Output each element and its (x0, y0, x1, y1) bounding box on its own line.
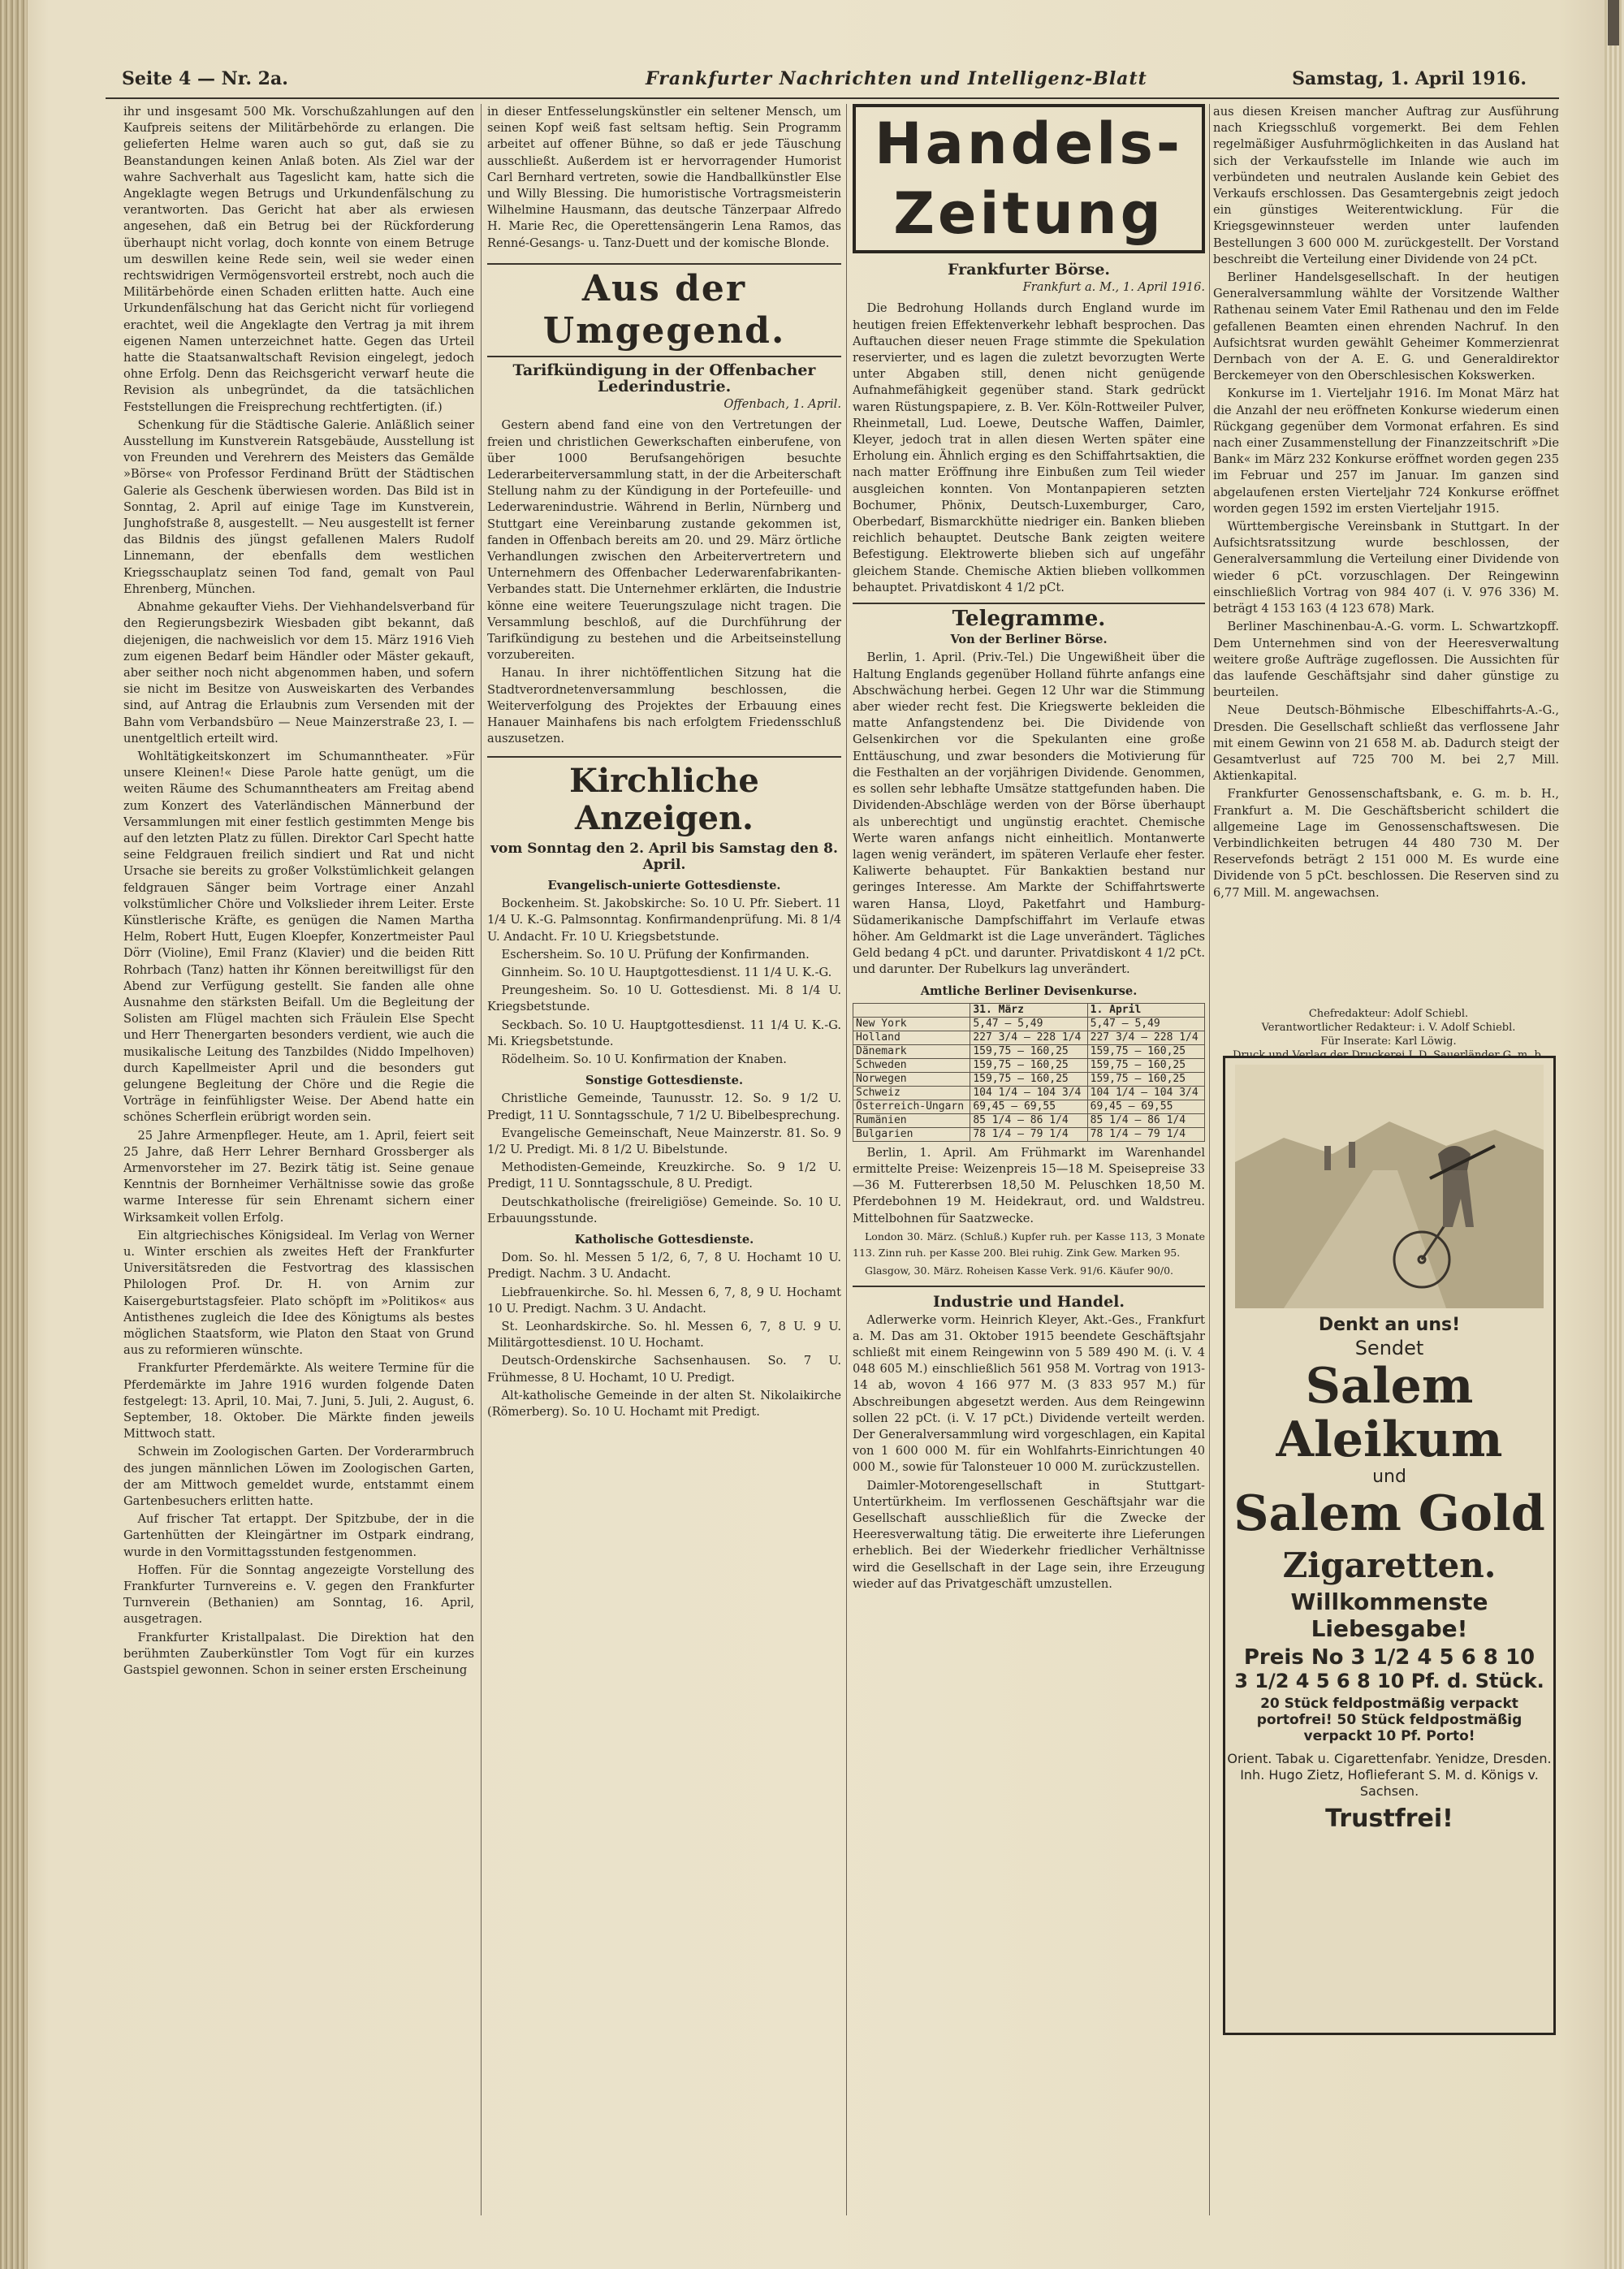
divider (853, 1286, 1205, 1287)
page-edge (1605, 0, 1624, 2269)
rate-cell: 85 1/4 — 86 1/4 (1087, 1113, 1204, 1127)
article-paragraph: Daimler-Motorengesellschaft in Stuttgart-Untertürkheim. Im verflossenen Geschäftsjahr war die Gesellschaft ausschließlich für die Zwecke der Heeresverwaltung tätig. Die erweiterte ihre Lieferungen erheblich. Bei der Wiederkehr friedlicher Verhältnisse wird die Gesellschaft in der Lage sein, ihre Erzeugung wieder auf das Privatgeschäft umzustellen. (853, 1478, 1205, 1591)
table-row (853, 1031, 1205, 1044)
rate-cell: 159,75 — 160,25 (1087, 1058, 1204, 1072)
article-paragraph: London 30. März. (Schluß.) Kupfer ruh. per Kasse 113, 3 Monate 113. Zinn ruh. per Kasse 200. Blei ruhig. Zink Gew. Marken 95. (853, 1230, 1205, 1259)
column-handel (853, 104, 1205, 2215)
section-heading-umgegend: Aus der Umgegend. (487, 263, 841, 357)
ad-tagline: Denkt an uns! (1318, 1315, 1461, 1335)
issue-date: Samstag, 1. April 1916. (1292, 68, 1527, 89)
currency-cell: Bulgarien (853, 1127, 970, 1141)
rate-cell: 159,75 — 160,25 (970, 1072, 1087, 1086)
listing-entry: Liebfrauenkirche. So. hl. Messen 6, 7, 8, 9 U. Hochamt 10 U. Predigt. Nachm. 3 U. Andacht. (487, 1285, 841, 1316)
currency-cell: Norwegen (853, 1072, 970, 1086)
rate-cell: 5,47 — 5,49 (970, 1017, 1087, 1031)
handels-zeitung-banner: Handels-Zeitung (853, 104, 1205, 253)
article-paragraph: Auf frischer Tat ertappt. Der Spitzbube, der in die Gartenhütten der Kleingärtner im Ostpark eindrang, wurde in den Vormittagsstunden festgenommen. (123, 1512, 474, 1559)
rate-cell: 69,45 — 69,55 (1087, 1100, 1204, 1113)
ad-manufacturer: Orient. Tabak u. Cigarettenfabr. Yenidze, Dresden. Inh. Hugo Zietz, Hoflieferant S. M. d. Königs v. Sachsen. (1227, 1751, 1552, 1799)
rate-cell: 5,47 — 5,49 (1087, 1017, 1204, 1031)
ad-and: und (1372, 1467, 1406, 1487)
article-paragraph: Berliner Handelsgesellschaft. In der heutigen Generalversammlung wählte der Vorsitzende Walther Rathenau seinem Vater Emil Rathenau und den im Felde gefallenen Beamten einen ehrenden Nachruf. In den Aufsichtsrat wurden gewählt Geheimer Kommerzienrat Dernbach von der A. E. G. und Generaldirektor Berckemeyer von den Oberschlesischen Kokswerken. (1213, 270, 1559, 383)
listing-entry: Deutsch-Ordenskirche Sachsenhausen. So. 7 U. Frühmesse, 8 U. Hochamt, 10 U. Predigt. (487, 1354, 841, 1385)
binding-edge (0, 0, 28, 2269)
currency-cell: Dänemark (853, 1044, 970, 1058)
rate-cell: 104 1/4 — 104 3/4 (970, 1086, 1087, 1100)
article-paragraph: in dieser Entfesselungskünstler ein seltener Mensch, um seinen Kopf weiß fast seltsam heftig. Sein Programm arbeitet auf offener Bühne, so daß er jede Täuschung ausschließt. Außerdem ist er hervorragender Humorist Carl Bernhard vertreten, sowie die Handballkünstler Else und Willy Blessing. Die humoristische Vortragsmeisterin Wilhelmine Hausmann, das deutsche Tänzerpaar Alfredo H. Marie Rec, die Operettensängerin Lena Ramos, das Renné-Gesangs- u. Tanz-Duett und der komische Blonde. (487, 105, 841, 250)
column-rule (1209, 104, 1210, 2215)
article-paragraph: Glasgow, 30. März. Roheisen Kasse Verk. 91/6. Käufer 90/0. (865, 1264, 1174, 1277)
rate-cell: 104 1/4 — 104 3/4 (1087, 1086, 1204, 1100)
ad-product: Zigaretten. (1282, 1545, 1497, 1585)
listing-entry: Methodisten-Gemeinde, Kreuzkirche. So. 9 1/2 U. Predigt, 11 U. Sonntagsschule, 8 U. Predigt. (487, 1160, 841, 1191)
rate-cell: 78 1/4 — 79 1/4 (1087, 1127, 1204, 1141)
table-header (853, 1003, 970, 1017)
article-paragraph: Adlerwerke vorm. Heinrich Kleyer, Akt.-Ges., Frankfurt a. M. Das am 31. Oktober 1915 beendete Geschäftsjahr schließt mit einem Reingewinn von 5 589 490 M. (i. V. 4 048 605 M.) einschließlich 561 958 M. Vortrag von 1913-14 ab, wovon 4 166 977 M. (3 833 957 M.) für Abschreibungen abgesetzt werden. Aus dem Reingewinn sollen 22 pCt. (i. V. 17 pCt.) Dividende verteilt werden. Der Generalversammlung wird vorgeschlagen, ein Kapital von 1 600 000 M. für ein Wohlfahrts-Einrichtungen 40 000 M., sowie für Talonsteuer 10 000 M. zurückzustellen. (853, 1312, 1205, 1475)
article-paragraph: Wohltätigkeitskonzert im Schumanntheater. »Für unsere Kleinen!« Diese Parole hatte genügt, um die weiten Räume des Schumanntheaters am Freitag abend zum Konzert des Vaterländischen Männerbund der Versammlungen mit einer festlich gestimmten Menge bis auf den letzten Platz zu füllen. Direktor Carl Specht hatte seine Feldgrauen freilich sindiert und Rat und nicht Ursache sie bereits zu großer Volkstümlichkeit gelangen feldgrauen Sänger beim Vortrage einer Anzahl volkstümlicher Chöre und Volkslieder ihrem Leiter. Erste Künstlerische Kräfte, es genügen die Namen Martha Helm, Robert Hutt, Eugen Kloepfer, Konzertmeister Paul Dörr (Violine), Emil Franz (Klavier) und die beiden Ritt Rohrbach (Tanz) hatten ihr Können bereitwilligst für den Abend zur Verfügung gestellt. Sie fanden alle ohne Ausnahme den stärksten Beifall. Um die Begleitung der Solisten am Flügel machten sich Fräulein Else Specht und Herr Thenergarten besonders verdient, wie auch die musikalische Leitung des Tanzbildes (Niddo Impelhoven) durch Kapellmeister April und die besonders gut gelungene Begleitung der Chöre und die Regie die Vorträge in feinfühligster Weise. Der Abend hatte ein schönes Scherflein erübrigt worden sein. (123, 749, 474, 1125)
page-header (106, 63, 1559, 99)
article-paragraph: Neue Deutsch-Böhmische Elbeschiffahrts-A.-G., Dresden. Die Gesellschaft schließt das verflossene Jahr mit einem Gewinn von 21 658 M. ab. Dadurch steigt der Gesamtverlust auf 725 700 M. bei 2,7 Mill. Aktienkapital. (1213, 703, 1559, 784)
article-paragraph: Konkurse im 1. Vierteljahr 1916. Im Monat März hat die Anzahl der neu eröffneten Konkurse wiederum einen Rückgang gegenüber dem Vormonat erfahren. Es sind nach einer Zusammenstellung der Finanzzeitschrift »Die Bank« im März 232 Konkurse eröffnet worden gegen 235 im Februar und 257 im Januar. Im ganzen sind abgelaufenen ersten Vierteljahr 724 Konkurse eröffnet worden gegen 1592 im ersten Vierteljahr 1915. (1213, 387, 1559, 516)
dateline: Frankfurt a. M., 1. April 1916. (1022, 280, 1205, 295)
imprint-line: Für Inserate: Karl Löwig. (1320, 1035, 1457, 1048)
article-paragraph: Berliner Maschinenbau-A.-G. vorm. L. Schwartzkopff. Dem Unternehmen sind von der Heeresverwaltung weitere große Aufträge zugeflossen. Die Aussichten für das laufende Geschäftsjahr sind daher günstige zu beurteilen. (1213, 620, 1559, 700)
article-paragraph: 25 Jahre Armenpfleger. Heute, am 1. April, feiert seit 25 Jahre, daß Herr Lehrer Bernhard Grossberger als Armenvorsteher im 27. Bezirk tätig ist. Seine genaue Kenntnis der Bornheimer Verhältnisse sowie das große warme Interesse für sein Ehrenamt sichern einer Wirksamkeit vollen Erfolg. (123, 1128, 474, 1225)
article-paragraph: aus diesen Kreisen mancher Auftrag zur Ausführung nach Kriegsschluß vorgemerkt. Bei dem Fehlen regelmäßiger Ausfuhrmöglichkeiten in das Ausland hat sich der Verkaufsstelle im Inlande wie auch im verbündeten und neutralen Auslande kein Gebiet des Verkaufs erschlossen. Das Gesamtergebnis zeigt jedoch ein günstiges Weiterentwicklung. Für die Kriegsgewinnsteuer werden unter laufenden Bestellungen 3 600 000 M. zurückgestellt. Der Vorstand beschreibt die Verteilung einer Dividende von 24 pCt. (1213, 105, 1559, 266)
listing-entry: Rödelheim. So. 10 U. Konfirmation der Knaben. (501, 1052, 787, 1066)
table-row (853, 1113, 1205, 1127)
rate-cell: 159,75 — 160,25 (970, 1058, 1087, 1072)
rate-cell: 227 3/4 — 228 1/4 (1087, 1031, 1204, 1044)
listing-entry: Seckbach. So. 10 U. Hauptgottesdienst. 11 1/4 U. K.-G. Mi. Kriegsbetstunde. (487, 1018, 841, 1048)
exchange-rate-table (853, 1003, 1205, 1142)
ad-brand-gold: Salem Gold (1233, 1485, 1545, 1542)
table-row (853, 1058, 1205, 1072)
table-row (853, 1044, 1205, 1058)
rate-cell: 78 1/4 — 79 1/4 (970, 1127, 1087, 1141)
article-paragraph: Schenkung für die Städtische Galerie. Anläßlich seiner Ausstellung im Kunstverein Ratsgebäude, Ausstellung ist von Freunden und Verehrern des Meisters das Gemälde »Börse« von Professor Ferdinand Brütt der Städtischen Galerie als Geschenk überwiesen worden. Das Bild ist in Sonntag, 2. April auf einige Tage im Kunstverein, Junghofstraße 8, ausgestellt. — Neu ausgestellt ist ferner das Bildnis des jüngst gefallenen Malers Rudolf Linnemann, der ebenfalls dem westlichen Kriegsschauplatz seinen Tod fand, gemalt von Paul Ehrenberg, München. (123, 417, 474, 596)
listing-entry: Eschersheim. So. 10 U. Prüfung der Konfirmanden. (501, 947, 810, 962)
rate-cell: 69,45 — 69,55 (970, 1100, 1087, 1113)
rate-cell: 159,75 — 160,25 (1087, 1072, 1204, 1086)
table-title: Amtliche Berliner Devisenkurse. (920, 983, 1138, 998)
listing-entry: St. Leonhardskirche. So. hl. Messen 6, 7, 8 U. 9 U. Militärgottesdienst. 10 U. Hochamt. (487, 1319, 841, 1351)
article-paragraph: Frankfurter Pferdemärkte. Als weitere Termine für die Pferdemärkte im Jahre 1916 wurden folgende Daten festgelegt: 13. April, 10. Mai, 7. Juni, 5. Juli, 2. August, 6. September, 18. Oktober. Die Märkte finden jeweils Mittwoch statt. (123, 1361, 474, 1441)
rate-cell: 85 1/4 — 86 1/4 (970, 1113, 1087, 1127)
ad-send: Sendet (1354, 1337, 1424, 1359)
article-paragraph: Gestern abend fand eine von den Vertretungen der freien und christlichen Gewerkschaften einberufene, von über 1000 Berufsangehörigen besuchte Lederarbeiterversammlung statt, in der die Arbeiterschaft Stellung nahm zu der Kündigung in der Portefeuille- und Lederwarenindustrie. Während in Berlin, Nürnberg und Stuttgart eine Vereinbarung zustande gekommen ist, fanden in Offenbach bereits am 20. und 29. März örtliche Verhandlungen zwischen den Arbeitervertretern und Unternehmern des Offenbacher Lederwarenfabrikanten-Verbandes statt. Die Unternehmer erklärten, die Industrie könne eine weitere Teuerungszulage nicht tragen. Die Versammlung beschloß, auf die Durchführung der Tarifkündigung zu bestehen und die Arbeitseinstellung vorzubereiten. (487, 418, 841, 663)
article-headline: Frankfurter Börse. (947, 261, 1111, 279)
table-row (853, 1086, 1205, 1100)
ad-prices-sub: 3 1/2 4 5 6 8 10 Pf. d. Stück. (1234, 1670, 1544, 1692)
ad-trustfrei: Trustfrei! (1325, 1804, 1453, 1833)
listing-entry: Preungesheim. So. 10 U. Gottesdienst. Mi. 8 1/4 U. Kriegsbetstunde. (487, 983, 841, 1014)
rate-cell: 227 3/4 — 228 1/4 (970, 1031, 1087, 1044)
ad-slogan: Willkommenste Liebesgabe! (1290, 1588, 1488, 1642)
section-heading-kirchliche: Kirchliche Anzeigen. (487, 756, 841, 837)
article-paragraph: Berlin, 1. April. (Priv.-Tel.) Die Ungewißheit über die Haltung Englands gegenüber Holland führte anfangs eine Abschwächung herbei. Gegen 12 Uhr war die Stimmung aber wieder recht fest. Die Kriegswerte bekleiden die matte Anfangstendenz bei. Die Dividende von Gelsenkirchen vor die Spekulanten eine große Enttäuschung, und zwar besonders die Motivierung für die Festhalten an der vorjährigen Dividende. Genommen, es sollen sehr lebhafte Umsätze stattgefunden haben. Die Dividenden-Abschläge werden von der Börse überhaupt als unberechtigt und ungünstig erachtet. Chemische Werte waren anfangs nicht einheitlich. Montanwerte lagen wenig verändert, im späteren Verlaufe eher fester. Kaliwerte behauptet. Für Bankaktien bestand nur geringes Interesse. Am Markte der Schiffahrtswerte waren Hansa, Lloyd, Paketfahrt und Hamburg-Südamerikanische Dampfschiffahrt im Verlaufe etwas höher. Am Geldmarkt ist die Lage unverändert. Tägliches Geld bedang 4 pCt. und darunter. Privatdiskont 4 1/2 pCt. und darunter. Der Rubelkurs lag unverändert. (853, 650, 1205, 977)
listing-entry: Ginnheim. So. 10 U. Hauptgottesdienst. 11 1/4 U. K.-G. (501, 965, 832, 979)
currency-cell: Rumänien (853, 1113, 970, 1127)
table-row (853, 1072, 1205, 1086)
page-tab (1608, 0, 1619, 45)
article-paragraph: Berlin, 1. April. Am Frühmarkt im Warenhandel ermittelte Preise: Weizenpreis 15—18 M. Speisepreise 33—36 M. Futtererbsen 18,50 M. Peluschken 18,50 M. Pferdebohnen 19 M. Heidekraut, ord. und Waldstreu. Mittelbohnen für Saatzwecke. (853, 1145, 1205, 1225)
article-paragraph: Abnahme gekaufter Viehs. Der Viehhandelsverband für den Regierungsbezirk Wiesbaden gibt bekannt, daß diejenigen, die nachweislich vor dem 15. März 1916 Vieh zum eigenen Bedarf beim Händler oder Mäster gekauft, aber seither noch nicht abgenommen haben, und sofern sie nicht im Besitze von Ausweiskarten des Verbandes sind, auf Antrag die Erlaubnis zum Versenden mit der Bahn vom Verbandsbüro — Neue Mainzerstraße 23, I. — unentgeltlich erteilt wird. (123, 600, 474, 746)
article-paragraph: Württembergische Vereinsbank in Stuttgart. In der Aufsichtsratssitzung wurde beschlossen, der Generalversammlung die Verteilung einer Dividende von wieder 6 pCt. vorzuschlagen. Der Reingewinn einschließlich Vortrag von 984 407 (i. V. 976 336) M. beträgt 4 153 163 (4 123 678) Mark. (1213, 520, 1559, 616)
imprint-line: Verantwortlicher Redakteur: i. V. Adolf Schiebl. (1261, 1022, 1516, 1034)
article-paragraph: Die Bedrohung Hollands durch England wurde im heutigen freien Effektenverkehr lebhaft besprochen. Das Auftauchen dieser neuen Frage stimmte die Spekulation reservierter, und es lagen die zuletzt bevorzugten Werte unter Abgaben still, denen nicht genügende Aufnahmefähigkeit gegenüber stand. Stark gedrückt waren Rüstungspapiere, z. B. Ver. Köln-Rottweiler Pulver, Rheinmetall, Lud. Loewe, Deutsche Waffen, Daimler, Kleyer, jedoch trat in allen diesen Werten später eine Erholung ein. Ähnlich erging es den Schiffahrtsaktien, die nach matter Eröffnung ihre Einbußen zum Teil wieder ausgleichen konnten. Von Montanpapieren setzten Bochumer, Phönix, Deutsch-Luxemburger, Caro, Oberbedarf, Bismarckhütte niedriger ein. Banken blieben reichlich behauptet. Deutsche Bank zeigten weitere Befestigung. Elektrowerte blieben sich auf ungefähr gleichem Stande. Chemische Aktien blieben vollkommen behauptet. Privatdiskont 4 1/2 pCt. (853, 301, 1205, 594)
imprint-line: Chefredakteur: Adolf Schiebl. (1308, 1008, 1469, 1020)
table-row (853, 1127, 1205, 1141)
article-paragraph: Frankfurter Kristallpalast. Die Direktion hat den berühmten Zauberkünstler Tom Vogt für ein kurzes Gastspiel gewonnen. Schon in seiner ersten Erscheinung (123, 1630, 474, 1678)
article-paragraph: Hanau. In ihrer nichtöffentlichen Sitzung hat die Stadtverordnetenversammlung beschlossen, die Weiterverfolgung des Projektes der Erbauung eines Hanauer Mainhafens bis nach erfolgtem Friedensschluß auszusetzen. (487, 666, 841, 746)
column-business (1213, 104, 1559, 997)
rate-cell: 159,75 — 160,25 (970, 1044, 1087, 1058)
subsection-heading: Sonstige Gottesdienste. (585, 1074, 744, 1088)
dateline: Offenbach, 1. April. (723, 397, 841, 412)
section-subheading: vom Sonntag den 2. April bis Samstag den 8. April. (490, 840, 838, 873)
column-rule (846, 104, 847, 2215)
table-header: 1. April (1087, 1003, 1204, 1017)
soldier-illustration (1235, 1065, 1544, 1308)
column-region-church (487, 104, 841, 2215)
currency-cell: Holland (853, 1031, 970, 1044)
article-paragraph: Hoffen. Für die Sonntag angezeigte Vorstellung des Frankfurter Turnvereins e. V. gegen den Frankfurter Turnverein (Bethanien) am Sonntag, 16. April, ausgetragen. (123, 1562, 474, 1627)
column-rule (481, 104, 482, 2215)
article-paragraph: Frankfurter Genossenschaftsbank, e. G. m. b. H., Frankfurt a. M. Die Geschäftsbericht schildert die allgemeine Lage im Genossenschaftswesen. Die Verbindlichkeiten betrugen 44 480 730 M. Der Reservefonds beträgt 2 151 000 M. Es wurde eine Dividende von 5 pCt. beschlossen. Die Reserven sind zu 6,77 Mill. M. angewachsen. (1213, 787, 1559, 900)
listing-entry: Dom. So. hl. Messen 5 1/2, 6, 7, 8 U. Hochamt 10 U. Predigt. Nachm. 3 U. Andacht. (487, 1251, 841, 1281)
ad-prices: Preis No 3 1/2 4 5 6 8 10 (1243, 1645, 1535, 1670)
cigarette-advertisement (1223, 1056, 1556, 2035)
currency-cell: Schweden (853, 1058, 970, 1072)
table-header: 31. März (970, 1003, 1087, 1017)
section-heading-industrie: Industrie und Handel. (932, 1293, 1125, 1312)
subsection-heading: Katholische Gottesdienste. (574, 1232, 754, 1247)
divider (853, 603, 1205, 604)
listing-entry: Deutschkatholische (freireligiöse) Gemeinde. So. 10 U. Erbauungsstunde. (487, 1195, 841, 1225)
ad-brand-aleikum: Salem Aleikum (1276, 1358, 1503, 1468)
listing-entry: Bockenheim. St. Jakobskirche: So. 10 U. Pfr. Siebert. 11 1/4 U. K.-G. Palmsonntag. Konfirmandenprüfung. Mi. 8 1/4 U. Andacht. Fr. 10 U. Kriegsbetstunde. (487, 897, 841, 944)
ad-packaging: 20 Stück feldpostmäßig verpackt portofrei! 50 Stück feldpostmäßig verpackt 10 Pf. Porto! (1256, 1696, 1522, 1744)
listing-entry: Alt-katholische Gemeinde in der alten St. Nikolaikirche (Römerberg). So. 10 U. Hochamt mit Predigt. (487, 1388, 841, 1419)
subsection-heading: Von der Berliner Börse. (950, 633, 1108, 647)
article-headline: Tarifkündigung in der Offenbacher Lederindustrie. (512, 361, 816, 396)
newspaper-title: Frankfurter Nachrichten und Intelligenz-Blatt (646, 68, 1147, 89)
currency-cell: Schweiz (853, 1086, 970, 1100)
section-heading-telegramme: Telegramme. (952, 607, 1106, 632)
article-paragraph: Ein altgriechisches Königsideal. Im Verlag von Werner u. Winter erschien als zweites Heft der Frankfurter Universitätsreden die Festvortrag des klassischen Philologen Prof. Dr. H. von Arnim zur Kaisergeburtstagsfeier. Plato schöpft im »Politikos« aus Antisthenes zugleich die Idee des Königtums als bestes möglichen Staatsform, wie Platon den Staat von Grund aus zu reformieren wünschte. (123, 1228, 474, 1358)
article-paragraph: Schwein im Zoologischen Garten. Der Vorderarmbruch des jungen männlichen Löwen im Zoologischen Garten, der am Mittwoch gemeldet wurde, entstammt einem Gartenbesuchers erlitten hatte. (123, 1445, 474, 1509)
page-number: Seite 4 — Nr. 2a. (122, 68, 288, 89)
article-paragraph: ihr und insgesamt 500 Mk. Vorschußzahlungen auf den Kaufpreis seitens der Militärbehörde zu erlangen. Die gelieferten Helme waren auch so gut, daß sie zu Beanstandungen keinen Anlaß boten. Als Ziel war der wahre Sachverhalt aus Tageslicht kam, hatte sich die Angeklagte wegen Betrugs und Urkundenfälschung zu verantworten. Das Gericht hat aber als erwiesen angesehen, daß ein Betrug bei der Rückforderung überhaupt nicht vorlag, doch konnte von einem Betruge um deswillen keine Rede sein, weil sie weder einen rechtswidrigen Vermögensvorteil erstrebt, noch auch die Militärbehörde einen Schaden erlitten hatte. Auch eine Urkundenfälschung hat das Gericht nicht für vorliegend erachtet, weil die Angeklagte den Vertrag ja mit ihrem eigenen Namen unterzeichnet hatte. Gegen das Urteil hatte die Staatsanwaltschaft Revision eingelegt, jedoch ohne Erfolg. Denn das Reichsgericht verwarf heute die Revision als unbegründet, da die tatsächlichen Feststellungen die Freisprechung rechtfertigten. (if.) (123, 105, 474, 414)
currency-cell: Österreich-Ungarn (853, 1100, 970, 1113)
column-local-news (123, 104, 474, 2215)
table-row (853, 1017, 1205, 1031)
subsection-heading: Evangelisch-unierte Gottesdienste. (547, 878, 781, 892)
listing-entry: Evangelische Gemeinschaft, Neue Mainzerstr. 81. So. 9 1/2 U. Predigt. Mi. 8 1/2 U. Bibelstunde. (487, 1126, 841, 1156)
currency-cell: New York (853, 1017, 970, 1031)
rate-cell: 159,75 — 160,25 (1087, 1044, 1204, 1058)
table-row (853, 1100, 1205, 1113)
listing-entry: Christliche Gemeinde, Taunusstr. 12. So. 9 1/2 U. Predigt, 11 U. Sonntagsschule, 7 1/2 U. Bibelbesprechung. (487, 1091, 841, 1122)
